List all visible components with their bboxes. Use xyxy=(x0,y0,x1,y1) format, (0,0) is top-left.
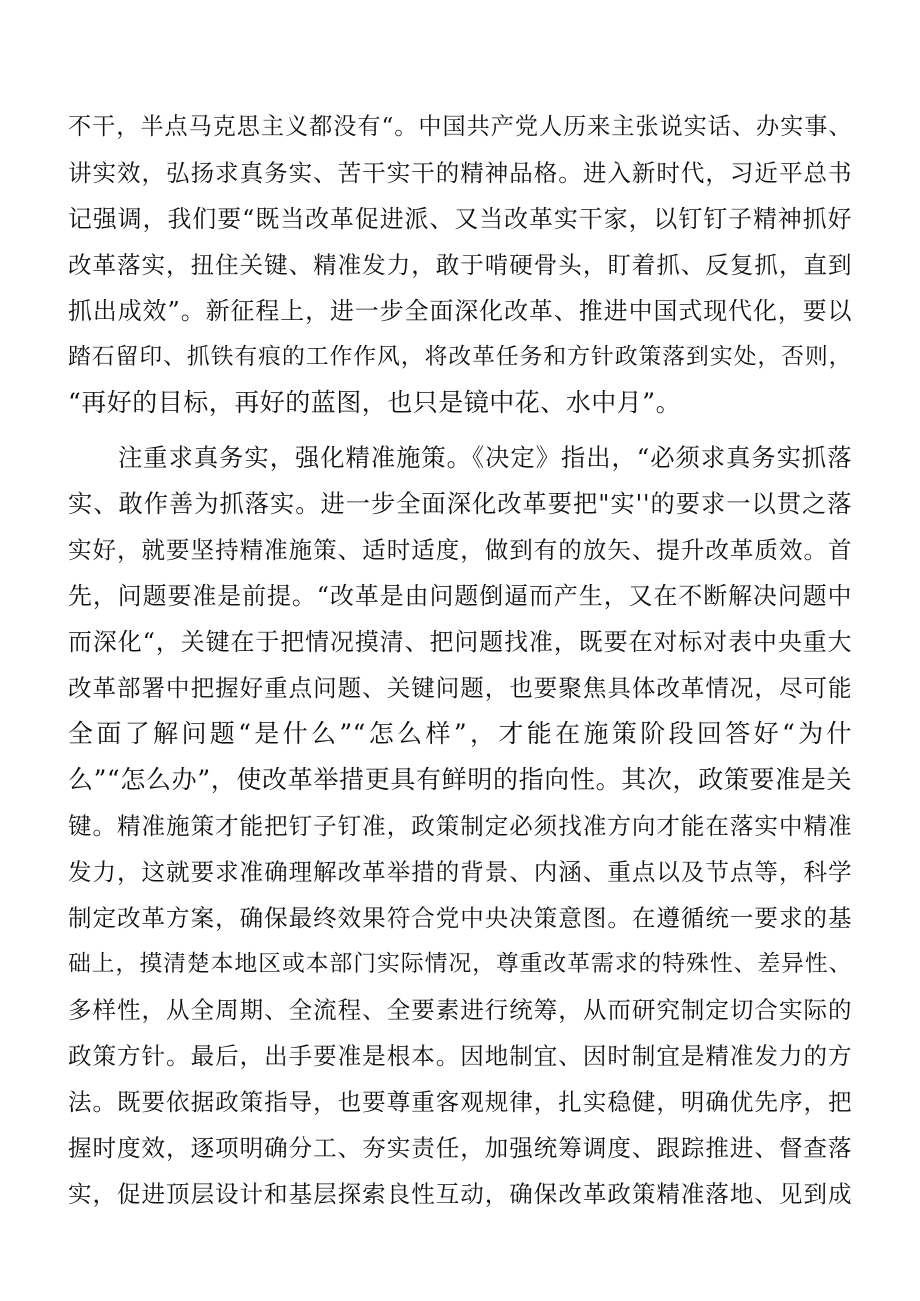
text-line: 政策方针。最后，出手要准是根本。因地制宜、因时制宜是精准发力的方 xyxy=(68,1042,852,1070)
text-line: 踏石留印、抓铁有痕的工作作风，将改革任务和方针政策落到实处，否则， xyxy=(68,344,852,370)
text-line: 不干，半点马克思主义都没有“。中国共产党人历来主张说实话、办实事、 xyxy=(68,114,852,140)
text-line: 实，促进顶层设计和基层探索良性互动，确保改革政策精准落地、见到成 xyxy=(68,1180,852,1208)
text-line: 握时度效，逐项明确分工、夯实责任，加强统筹调度、跟踪推进、督查落 xyxy=(68,1134,852,1162)
text-line: 讲实效，弘扬求真务实、苦干实干的精神品格。进入新时代，习近平总书 xyxy=(68,159,852,187)
text-line: 实好，就要坚持精准施策、适时适度，做到有的放矢、提升改革质效。首 xyxy=(68,536,852,564)
text-line: 制定改革方案，确保最终效果符合党中央决策意图。在遵循统一要求的基 xyxy=(68,904,852,932)
text-line: 而深化“，关键在于把情况摸清、把问题找准，既要在对标对表中央重大 xyxy=(68,628,852,656)
text-line: “再好的目标，再好的蓝图，也只是镜中花、水中月”。 xyxy=(68,388,682,417)
text-line: 抓出成效”。新征程上，进一步全面深化改革、推进中国式现代化，要以 xyxy=(68,297,852,325)
text-line: 法。既要依据政策指导，也要尊重客观规律，扎实稳健，明确优先序，把 xyxy=(68,1088,852,1116)
text-line: 记强调，我们要“既当改革促进派、又当改革实干家，以钉钉子精神抓好 xyxy=(68,205,852,233)
text-line: 键。精准施策才能把钉子钉准，政策制定必须找准方向才能在落实中精准 xyxy=(68,812,852,840)
text-line: 全面了解问题“是什么”“怎么样”，才能在施策阶段回答好“为什 xyxy=(68,719,852,748)
text-line: 改革部署中把握好重点问题、关键问题，也要聚焦具体改革情况，尽可能 xyxy=(68,674,852,702)
text-line: 发力，这就要求准确理解改革举措的背景、内涵、重点以及节点等，科学 xyxy=(68,858,852,886)
text-line: 实、敢作善为抓落实。进一步全面深化改革要把"实''的要求一以贯之落 xyxy=(68,489,852,518)
text-line: 么”“怎么办”，使改革举措更具有鲜明的指向性。其次，政策要准是关 xyxy=(68,765,852,794)
text-line: 改革落实，扭住关键、精准发力，敢于啃硬骨头，盯着抓、反复抓，直到 xyxy=(68,251,852,279)
text-line: 先，问题要准是前提。“改革是由问题倒逼而产生，又在不断解决问题中 xyxy=(68,582,852,610)
text-line: 多样性，从全周期、全流程、全要素进行统筹，从而研究制定切合实际的 xyxy=(68,996,852,1024)
text-line: 注重求真务实，强化精准施策。《决定》指出，“必须求真务实抓落 xyxy=(118,443,852,472)
text-line: 础上，摸清楚本地区或本部门实际情况，尊重改革需求的特殊性、差异性、 xyxy=(68,951,852,977)
